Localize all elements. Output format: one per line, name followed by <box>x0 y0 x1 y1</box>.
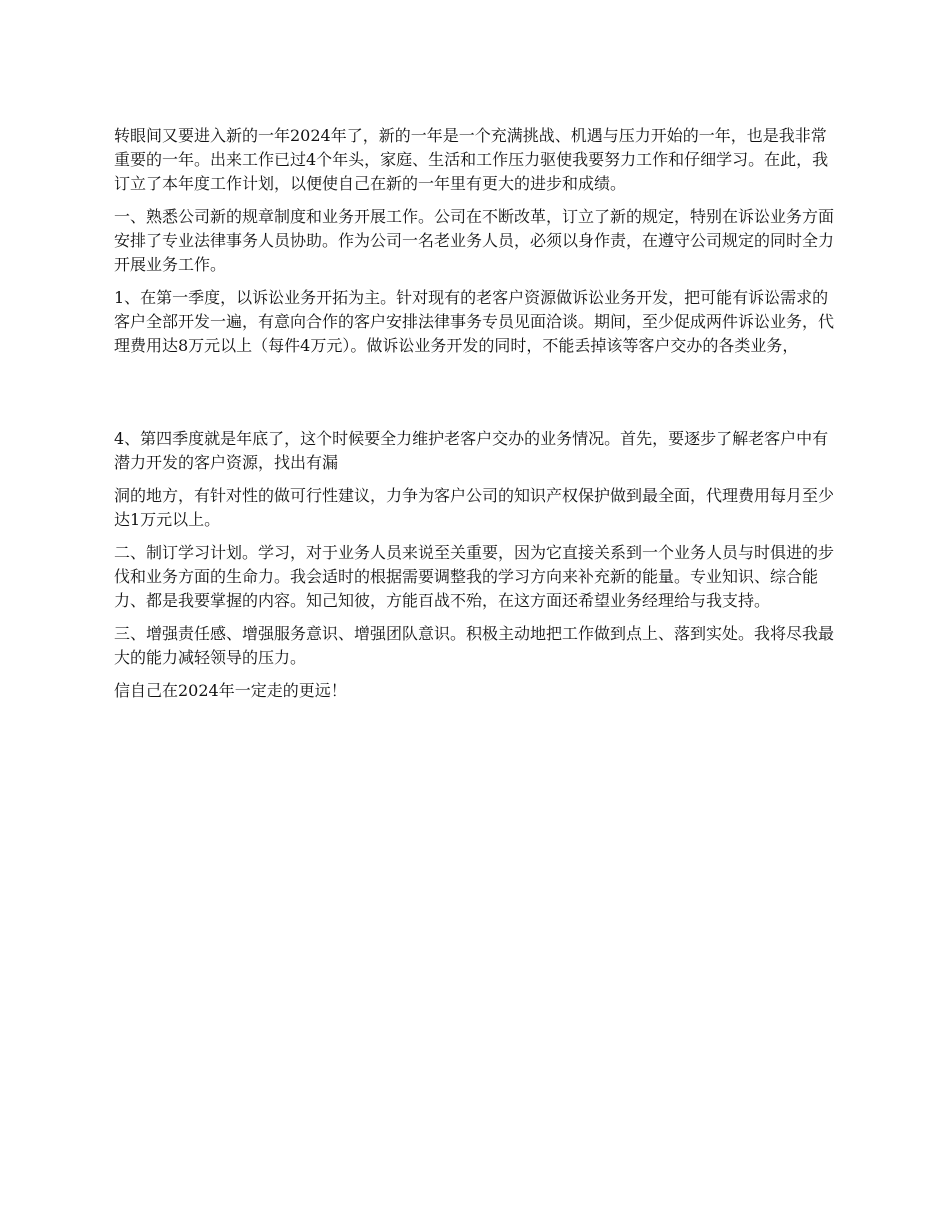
document-body <box>114 124 840 712</box>
quarter-four-continuation-paragraph: 洞的地方，有针对性的做可行性建议，力争为客户公司的知识产权保护做到最全面，代理费用每月至少达1万元以上。 <box>114 486 835 529</box>
intro-paragraph: 转眼间又要进入新的一年2024年了，新的一年是一个充满挑战、机遇与压力开始的一年，也是我非常重要的一年。出来工作已过4个年头，家庭、生活和工作压力驱使我要努力工作和仔细学习。在此，我订立了本年度工作计划，以便使自己在新的一年里有更大的进步和成绩。 <box>114 126 829 193</box>
closing-paragraph: 信自己在2024年一定走的更远！ <box>114 681 347 700</box>
section-three-paragraph: 三、增强责任感、增强服务意识、增强团队意识。积极主动地把工作做到点上、落到实处。我将尽我最大的能力减轻领导的压力。 <box>114 624 835 667</box>
blank-gap <box>114 367 840 427</box>
section-one-paragraph: 一、熟悉公司新的规章制度和业务开展工作。公司在不断改革，订立了新的规定，特别在诉讼业务方面安排了专业法律事务人员协助。作为公司一名老业务人员，必须以身作责，在遵守公司规定的同时全力开展业务工作。 <box>114 207 835 274</box>
section-two-paragraph: 二、制订学习计划。学习，对于业务人员来说至关重要，因为它直接关系到一个业务人员与时俱进的步伐和业务方面的生命力。我会适时的根据需要调整我的学习方向来补充新的能量。专业知识、综合能力、都是我要掌握的内容。知己知彼，方能百战不殆，在这方面还希望业务经理给与我支持。 <box>114 543 835 610</box>
quarter-four-paragraph: 4、第四季度就是年底了，这个时候要全力维护老客户交办的业务情况。首先，要逐步了解老客户中有潜力开发的客户资源，找出有漏 <box>114 429 829 472</box>
quarter-one-paragraph: 1、在第一季度，以诉讼业务开拓为主。针对现有的老客户资源做诉讼业务开发，把可能有诉讼需求的客户全部开发一遍，有意向合作的客户安排法律事务专员见面洽谈。期间，至少促成两件诉讼业务，代理费用达8万元以上（每件4万元）。做诉讼业务开发的同时，不能丢掉该等客户交办的各类业务， <box>114 288 835 355</box>
